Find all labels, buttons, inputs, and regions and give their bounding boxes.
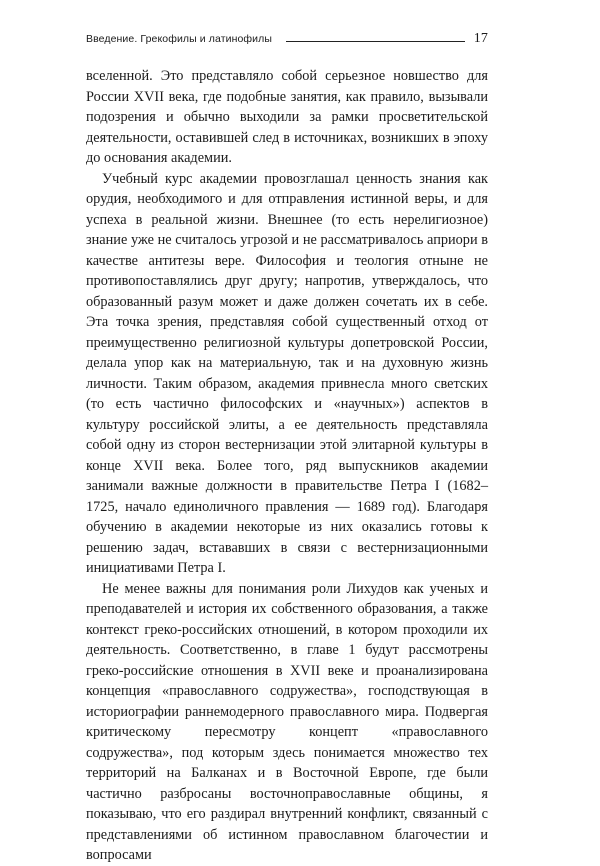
running-head [86, 33, 488, 45]
section-title: Введение. Грекофилы и латинофилы [86, 33, 273, 45]
paragraph: Не менее важны для понимания роли Лихудов как ученых и преподавателей и история их собственного образования, а также контекст греко-российских отношений, в котором проходили их деятельность. Соответственно, в главе 1 будут рассмотрены греко-российские отношения в XVII веке и проанализирована концепция «православного содружества», господствующая в историографии раннемодерного православного мира. Подвергая критическому пересмотру концепт «православного содружества», под которым здесь понимается множество тех территорий на Балканах и в Восточной Европе, где были частично разбросаны восточноправославные общины, я показываю, что его раздирал внутренний конфликт, связанный с представлениями об истинном православном благочестии и вопросами [86, 580, 488, 863]
page-number: 17 [473, 31, 488, 46]
paragraph: Учебный курс академии провозглашал ценность знания как орудия, необходимого и для отправления истинной веры, и для успеха в реальной жизни. Внешнее (то есть нерелигиозное) знание уже не считалось угрозой и не рассматривалось априори в качестве антитезы вере. Философия и теология отныне не противопоставлялись друг другу; напротив, утверждалось, что образованный разум может и даже должен сочетать их в себе. Эта точка зрения, представляя собой существенный отход от преимущественно религиозной культуры допетровской России, делала упор как на материальную, так и на духовную жизнь личности. Таким образом, академия привнесла много светских (то есть частично философских и «научных») аспектов в культуру российской элиты, а ее деятельность представляла собой одну из сторон вестернизации этой элитарной культуры в конце XVII века. Более того, ряд выпускников академии занимали важные должности в правительстве Петра I (1682–1725, начало единоличного правления — 1689 год). Благодаря обучению в академии некоторые из них оказались готовы к решению задач, встававших в связи с вестернизационными инициативами Петра I. [86, 170, 488, 576]
header-rule [286, 41, 465, 42]
paragraph-continuation: вселенной. Это представляло собой серьезное новшество для России XVII века, где подобные занятия, как правило, вызывали подозрения и обычно выходили за рамки просветительской деятельности, оставившей след в источниках, возникших в эпоху до основания академии. [86, 68, 488, 166]
body-text [86, 66, 488, 866]
